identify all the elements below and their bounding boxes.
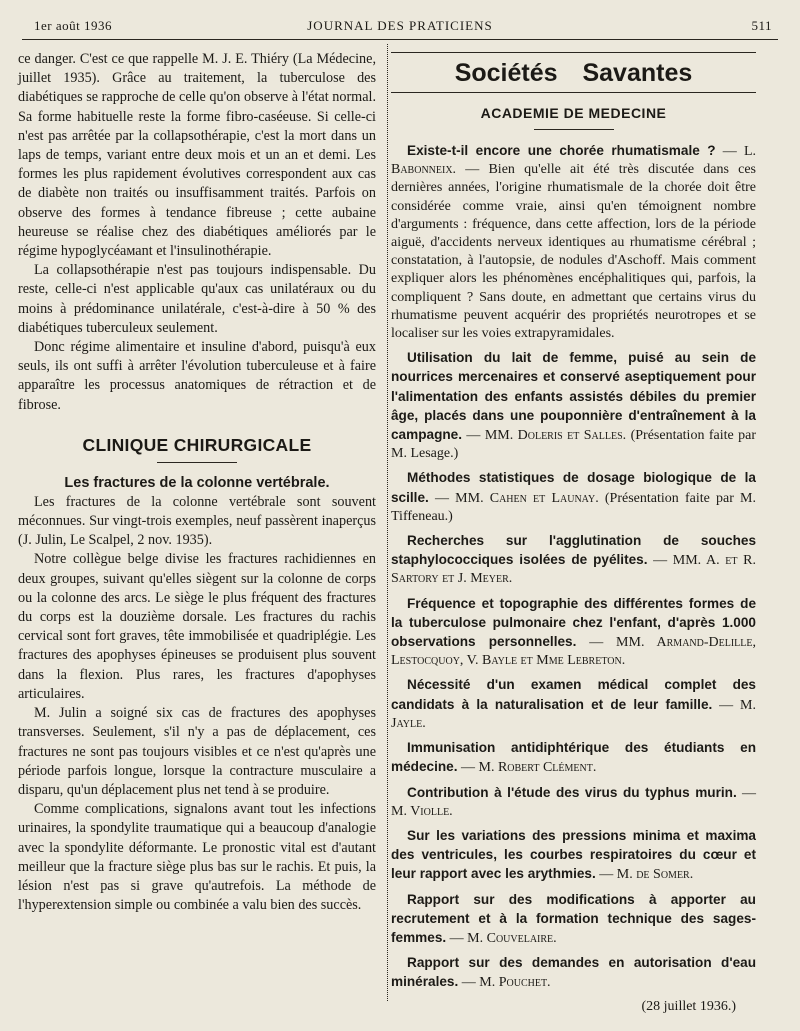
- header-journal-name: JOURNAL DES PRATICIENS: [307, 18, 493, 33]
- banner: [391, 52, 756, 93]
- communication-text: (Présentation faite par M. Tiffeneau.): [391, 490, 757, 524]
- communication-title: Nécessité d'un examen médical complet des candidats à la naturalisation et de leur famille.: [391, 677, 756, 712]
- column-divider: [387, 44, 388, 1001]
- paragraph: Comme complications, signalons avant tout les infections urinaires, la spondylite traumatique qui a beaucoup d'analogie avec la spondylite déformante. Le pronostic vital est d'autant meilleur que la fracture siège plus bas sur le rachis. Et puis, la lésion n'est pas si grave qu'autrefois. La méthode de l'hyperextension simple ou combinée a valu bien des succès.: [18, 801, 376, 914]
- session-date: (28 juillet 1936.): [641, 998, 736, 1014]
- communication-author: — MM. Armand-Delille, Lestocquoy, V. Bayle et Mme Lebreton.: [391, 635, 757, 669]
- communication-title: Fréquence et topographie des différentes formes de la tuberculose pulmonaire chez l'enfant, d'après 1.000 observations personnelles.: [391, 595, 756, 650]
- communication-entry: [391, 891, 756, 949]
- section-rule: [157, 462, 237, 463]
- communication-entry: [391, 827, 756, 885]
- communication-title: Rapport sur des demandes en autorisation d'eau minérales.: [391, 955, 756, 990]
- communication-entry: [391, 532, 756, 589]
- communication-author: — M. Pouchet.: [461, 975, 551, 991]
- paragraph: M. Julin a soigné six cas de fractures des apophyses transverses. Seulement, s'il n'y a pas de déplacement, ces fractures ne sont pas toujours visibles et ce n'est qu'après une période parfois longue, lorsque la contracture musculaire a disparu, qu'un déplacement plus net tend à se produire.: [18, 705, 376, 798]
- communication-author: — MM. Cahen et Launay.: [434, 490, 599, 506]
- paragraph: Donc régime alimentaire et insuline d'abord, puisqu'à eux seuls, ils ont suffi à arrêter l'évolution tuberculeuse et à faire apparaître les processus anatomiques de rétraction et de fibrose.: [18, 339, 376, 413]
- paragraph: Les fractures de la colonne vertébrale sont souvent méconnues. Sur vingt-trois exemples, neuf passèrent inaperçus (J. Julin, Le Scalpel, 2 nov. 1935).: [18, 493, 376, 549]
- header-rule: [22, 39, 778, 40]
- communication-author: — L. Babonneix.: [391, 144, 757, 178]
- communication-author: — MM. Doleris et Salles.: [466, 428, 627, 444]
- communication-author: — M. Violle.: [391, 785, 756, 819]
- communication-author: — M. Couvelaire.: [449, 930, 557, 946]
- communications-list: [391, 142, 756, 993]
- communication-entry: [391, 349, 756, 463]
- communication-title: Recherches sur l'agglutination de souches staphylococciques isolées de pyélites.: [391, 533, 756, 568]
- communication-text: (Présentation faite par M. Lesage.): [391, 428, 757, 462]
- banner-title: Sociétés Savantes: [454, 59, 693, 87]
- header-page-number: 511: [751, 18, 772, 33]
- communication-author: — MM. A. et R. Sartory et J. Meyer.: [391, 553, 756, 587]
- communication-title: Utilisation du lait de femme, puisé au sein de nourrices mercenaires et conservé aseptiquement pour l'alimentation des enfants assistés débiles du premier âge, placés dans une pouponnière d'entraînement à la campagne.: [391, 350, 756, 443]
- left-column: [18, 50, 376, 915]
- academy-rule: [534, 129, 614, 130]
- communication-entry: [391, 739, 756, 777]
- academy-heading: ACADEMIE DE MEDECINE: [480, 105, 667, 121]
- communication-entry: [391, 595, 756, 671]
- right-column: [391, 52, 756, 1015]
- communication-title: Existe-t-il encore une chorée rhumatismale ?: [407, 143, 716, 158]
- communication-text: — Bien qu'elle ait été très discutée dans ces dernières années, l'origine rhumatismale de la chorée doit être considérée comme vraie, ainsi qu'en témoignent nombre d'arguments : fréquence, dans cette affection, lors de la période aiguë, d'accidents nerveux identiques au rhumatisme cérébral ; constatation, à l'autopsie, de nodules d'Aschoff. Mais comment expliquer alors les phénomènes encéphalitiques qui, parfois, la compliquent ? Sans doute, en admettant que certains virus du rhumatisme peuvent acquérir des propriétés neurotropes et se localiser sur les voies extrapyramidales.: [391, 162, 756, 342]
- communication-title: Méthodes statistiques de dosage biologique de la scille.: [391, 470, 756, 505]
- communication-entry: [391, 784, 756, 821]
- communication-title: Sur les variations des pressions minima et maxima des ventricules, les courbes respiratoires du cœur et leur rapport avec les arythmies.: [391, 827, 756, 882]
- paragraph: ce danger. C'est ce que rappelle M. J. E. Thiéry (La Médecine, juillet 1935). Grâce au traitement, la tuberculose des diabétiques se rapproche de celle qu'on observe à l'état normal. Sa forme habituelle reste la forme fibro-caséeuse. Si celle-ci n'est pas arrêtée par la collapsothérapie, c'est la mort dans un laps de temps, variant entre deux mois et un an et demi. Les formes les plus rapidement évolutives correspondent aux cas de diabète non traités ou insuffisamment traités. Parfois on observe des formes à tendance fibreuse ; cette aubaine heureuse se réalise chez des diabétiques améliorés par le régime hypoglycéaмant et l'insulinothérapie.: [18, 51, 376, 260]
- header-date: 1er août 1936: [34, 18, 112, 33]
- communication-title: Rapport sur des modifications à apporter au recrutement et à la formation technique des sages-femmes.: [391, 891, 756, 945]
- paragraph: Notre collègue belge divise les fractures rachidiennes en deux groupes, suivant qu'elles siègent sur la colonne de corps ou la colonne des arcs. Le siège le plus fréquent des fractures du corps est la douzième dorsale. Les fractures du rachis cervical sont fort graves, tête immobilisée et quadriplégie. Les fractures des apophyses épineuses se produisent plus souvent dans la flexion. Plus rares, les fractures d'apophyses articulaires.: [18, 551, 376, 702]
- communication-entry: [391, 142, 756, 343]
- communication-title: Immunisation antidiphtérique des étudiants en médecine.: [391, 740, 756, 775]
- article-title: Les fractures de la colonne vertébrale.: [64, 474, 330, 491]
- communication-title: Contribution à l'étude des virus du typhus murin.: [407, 784, 737, 800]
- communication-author: — M. Jayle.: [391, 697, 756, 731]
- communication-author: — M. Robert Clément.: [461, 760, 597, 776]
- paragraph: La collapsothérapie n'est pas toujours indispensable. Du reste, celle-ci n'est applicable qu'aux cas unilatéraux ou du moins à prédominance unilatérale, c'est-à-dire à 50 % des diabétiques tuberculeux seulement.: [18, 262, 376, 336]
- communication-entry: [391, 469, 756, 526]
- communication-author: — M. de Somer.: [599, 867, 694, 883]
- communication-entry: [391, 676, 756, 733]
- page-header: [22, 16, 778, 38]
- communication-entry: [391, 954, 756, 992]
- section-title: CLINIQUE CHIRURGICALE: [82, 434, 312, 455]
